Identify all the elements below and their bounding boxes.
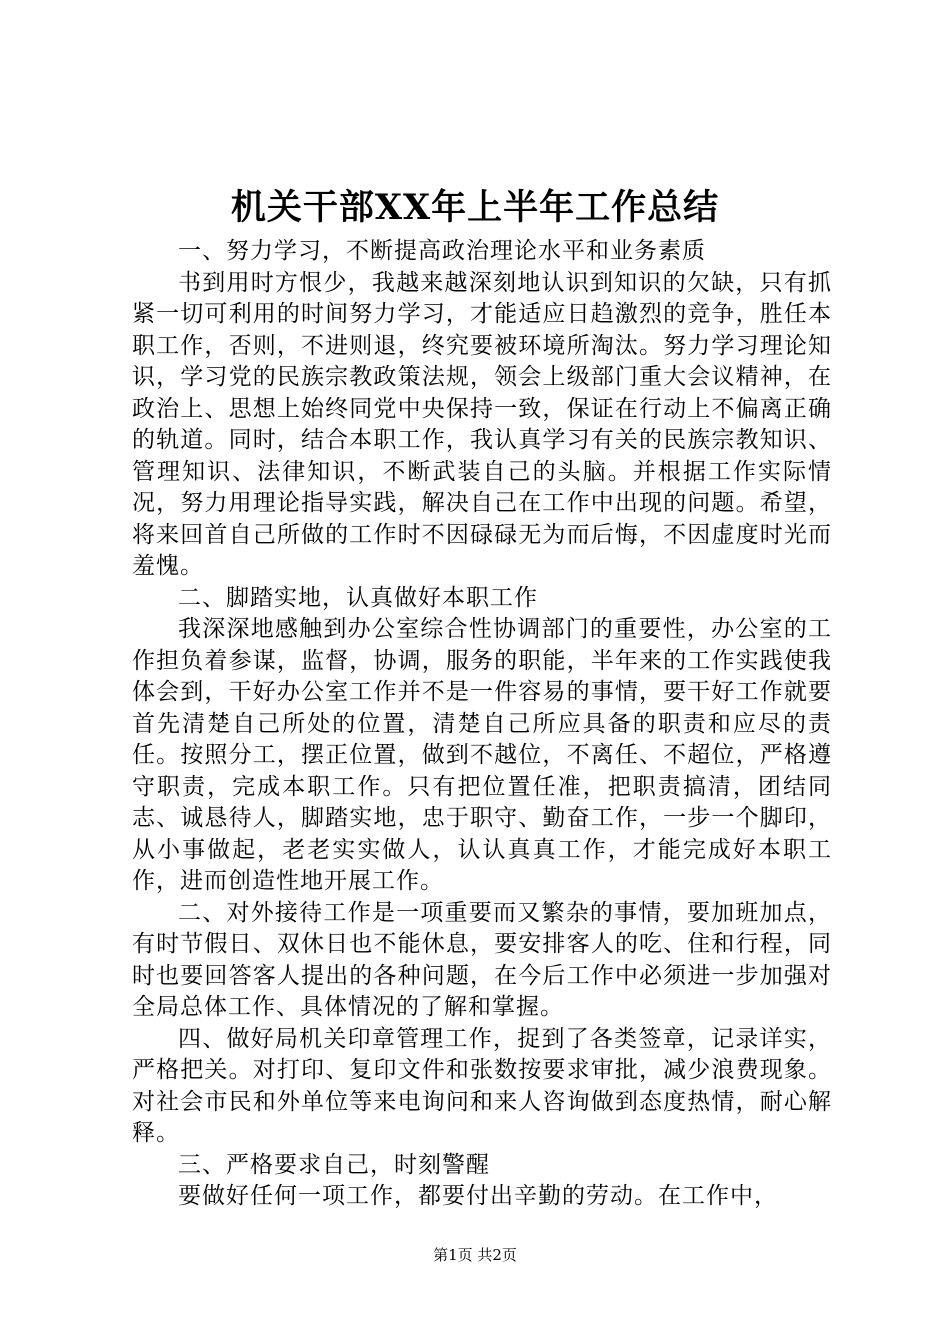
page-footer: 第1页 共2页 xyxy=(433,1246,517,1264)
body-paragraph: 书到用时方恨少，我越来越深刻地认识到知识的欠缺，只有抓紧一切可利用的时间努力学习，才能适应日趋激烈的竞争，胜任本职工作，否则，不进则退，终究要被环境所淘汰。努力学习理论知识，学习党的民族宗教政策法规，领会上级部门重大会议精神，在政治上、思想上始终同党中央保持一致，保证在行动上不偏离正确的轨道。同时，结合本职工作，我认真学习有关的民族宗教知识、管理知识、法律知识，不断武装自己的头脑。并根据工作实际情况，努力用理论指导实践，解决自己在工作中出现的问题。希望，将来回首自己所做的工作时不因碌碌无为而后悔，不因虚度时光而羞愧。 xyxy=(132,269,832,579)
body-paragraph: 四、做好局机关印章管理工作，捉到了各类签章，记录详实，严格把关。对打印、复印文件和张数按要求审批，减少浪费现象。对社会市民和外单位等来电询问和来人咨询做到态度热情，耐心解释。 xyxy=(132,1025,832,1146)
section-heading: 三、严格要求自己，时刻警醒 xyxy=(178,1151,490,1178)
document-body xyxy=(132,236,832,1213)
section-heading: 一、努力学习，不断提高政治理论水平和业务素质 xyxy=(178,238,706,264)
body-paragraph: 二、对外接待工作是一项重要而又繁杂的事情，要加班加点，有时节假日、双休日也不能休息，要安排客人的吃、住和行程，同时也要回答客人提出的各种问题，在今后工作中必须进一步加强对全局总体工作、具体情况的了解和掌握。 xyxy=(132,899,832,1020)
document-title: 机关干部XX年上半年工作总结 xyxy=(230,187,720,228)
section-heading: 二、脚踏实地，认真做好本职工作 xyxy=(178,584,538,611)
body-paragraph: 我深深地感触到办公室综合性协调部门的重要性，办公室的工作担负着参谋，监督，协调，服务的职能，半年来的工作实践使我体会到，干好办公室工作并不是一件容易的事情，要干好工作就要首先清楚自己所处的位置，清楚自己所应具备的职责和应尽的责任。按照分工，摆正位置，做到不越位，不离任、不超位，严格遵守职责，完成本职工作。只有把位置任准，把职责搞清，团结同志、诚恳待人，脚踏实地，忠于职守、勤奋工作，一步一个脚印，从小事做起，老老实实做人，认认真真工作，才能完成好本职工作，进而创造性地开展工作。 xyxy=(132,616,832,894)
body-paragraph: 要做好任何一项工作，都要付出辛勤的劳动。在工作中， xyxy=(178,1183,778,1209)
